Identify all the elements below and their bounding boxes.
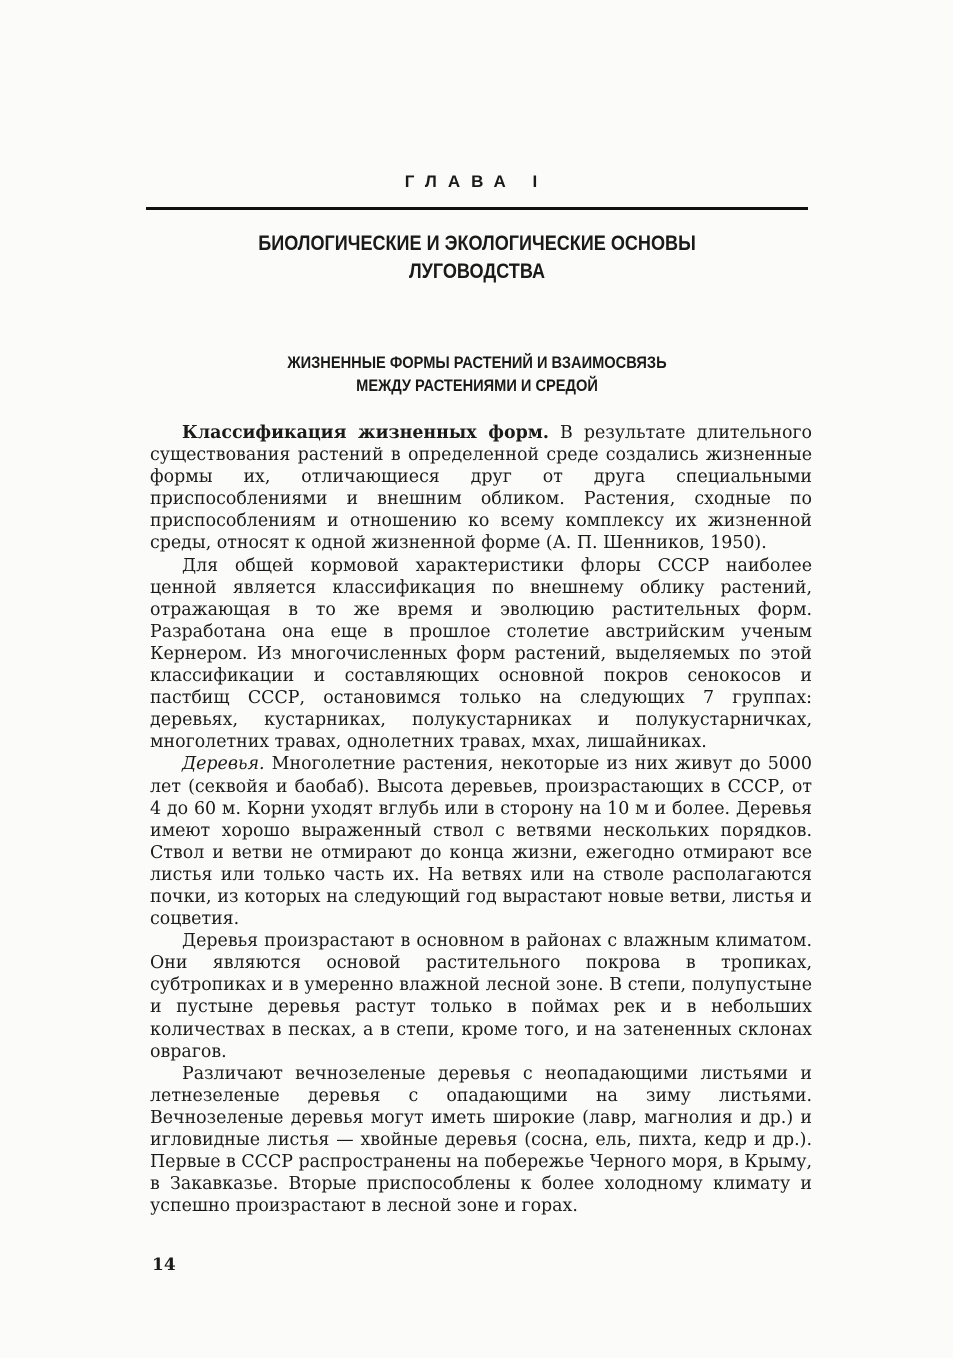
- header-rule: [146, 207, 808, 210]
- paragraph-text: В результате длительного существования растений в определенной среде создались жизненные формы их, отличающиеся друг от друга специальными приспособлениями и внешним обликом. Растения, сходные по приспособлениям и отношению ко всему комплексу их жизненной среды, относят к одной жизненной форме (А. П. Шенников, 1950).: [150, 423, 812, 554]
- paragraph-text: Многолетние растения, некоторые из них живут до 5000 лет (секвойя и баобаб). Высота деревьев, произрастающих в СССР, от 4 до 60 м. Корни уходят вглубь или в сторону на 10 м и более. Деревья имеют хорошо выраженный ствол с ветвями нескольких порядков. Ствол и ветви не отмирают до конца жизни, ежегодно отмирают все листья или только часть их. На ветвях или на стволе располагаются почки, из которых на следующий год вырастают новые ветви, листья и соцветия.: [150, 754, 812, 930]
- paragraph-text: Для общей кормовой характеристики флоры СССР наиболее ценной является классификация по внешнему облику растений, отражающая в то же время и эволюцию растительных форм. Разработана она еще в прошлое столетие австрийским ученым Кернером. Из многочисленных форм растений, выделяемых по этой классификации и составляющих основной покров сенокосов и пастбищ СССР, остановимся только на следующих 7 группах: деревьях, кустарниках, полукустарниках и полукустарничках, многолетних травах, однолетних травах, мхах, лишайниках.: [150, 555, 812, 753]
- paragraph-trees: [150, 753, 812, 930]
- chapter-title: [192, 230, 761, 286]
- paragraph-text: Деревья произрастают в основном в районах с влажным климатом. Они являются основой растительного покрова в тропиках, субтропиках и в умеренно влажной лесной зоне. В степи, полупустыне и пустыне деревья растут только в поймах рек и в небольших количествах в песках, а в степи, кроме того, и на затененных склонах оврагов.: [150, 931, 812, 1062]
- page-number: 14: [152, 1255, 176, 1275]
- section-title-line-1: ЖИЗНЕННЫЕ ФОРМЫ РАСТЕНИЙ И ВЗАИМОСВЯЗЬ: [287, 353, 667, 372]
- chapter-title-line-2: ЛУГОВОДСТВА: [408, 260, 546, 283]
- chapter-title-line-1: БИОЛОГИЧЕСКИЕ И ЭКОЛОГИЧЕСКИЕ ОСНОВЫ: [258, 232, 696, 255]
- body-text: [150, 422, 812, 1217]
- section-title-line-2: МЕЖДУ РАСТЕНИЯМИ И СРЕДОЙ: [356, 376, 598, 395]
- chapter-label: ГЛАВА I: [404, 172, 549, 191]
- paragraph-trees-climate: [150, 930, 812, 1063]
- paragraph-text: Различают вечнозеленые деревья с неопадающими листьями и летнезеленые деревья с опадающими на зиму листьями. Вечнозеленые деревья могут иметь широкие (лавр, магнолия и др.) и игловидные листья — хвойные деревья (сосна, ель, пихта, кедр и др.). Первые в СССР распространены на побережье Черного моря, в Крыму, в Закавказье. Вторые приспособлены к более холодному климату и успешно произрастают в лесной зоне и горах.: [150, 1063, 812, 1217]
- paragraph-lead: Классификация жизненных форм.: [182, 423, 549, 443]
- section-title: [192, 351, 761, 397]
- paragraph-evergreen: [150, 1063, 812, 1218]
- paragraph-classification: [150, 422, 812, 555]
- paragraph-lead: Деревья.: [182, 754, 265, 775]
- paragraph-flora: [150, 555, 812, 754]
